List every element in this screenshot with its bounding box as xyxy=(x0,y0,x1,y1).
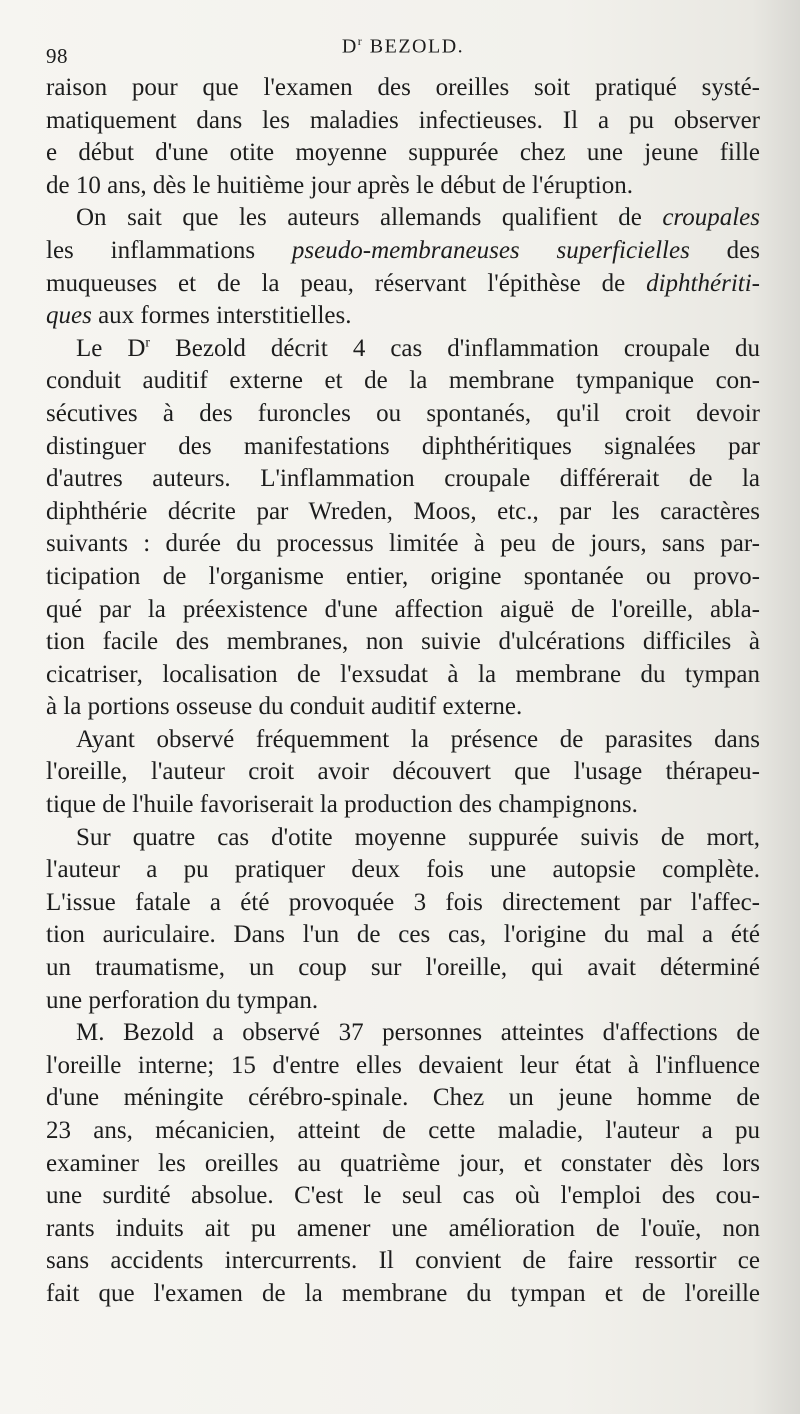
italic-run: croupales xyxy=(662,204,760,232)
text-line: l'oreille interne; 15 d'entre elles devaient leur état à l'influence xyxy=(46,1051,760,1079)
text-line: sécutives à des furoncles ou spontanés, qu'il croit devoir xyxy=(46,399,760,427)
page-header xyxy=(46,34,760,68)
text-line: une surdité absolue. C'est le seul cas où l'emploi des cou- xyxy=(46,1182,760,1210)
running-head-name: BEZOLD. xyxy=(369,35,465,58)
text-line: l'auteur a pu pratiquer deux fois une autopsie complète. xyxy=(46,856,760,884)
text-line xyxy=(46,333,760,366)
page-number: 98 xyxy=(46,44,68,68)
text-line: e début d'une otite moyenne suppurée chez une jeune fille xyxy=(46,139,760,167)
text-line: examiner les oreilles au quatrième jour, et constater dès lors xyxy=(46,1149,760,1177)
text-line: Sur quatre cas d'otite moyenne suppurée suivis de mort, xyxy=(76,823,760,851)
text-run: des xyxy=(726,236,760,264)
text-run: les inflammations xyxy=(46,236,256,264)
running-head-prefix: D xyxy=(341,35,358,58)
italic-run: ques xyxy=(46,302,92,330)
text-line xyxy=(46,300,760,333)
superscript: r xyxy=(145,335,151,351)
italic-run: pseudo-membraneuses superficielles xyxy=(291,236,690,264)
text-run: aux formes interstitielles. xyxy=(98,302,352,330)
text-run: muqueuses et de la peau, réservant l'épithèse de xyxy=(46,269,626,297)
text-line: conduit auditif externe et de la membrane tympanique con- xyxy=(46,367,760,395)
text-line: sans accidents intercurrents. Il convient de faire ressortir ce xyxy=(46,1247,760,1275)
text-line xyxy=(46,202,760,235)
text-line: cicatriser, localisation de l'exsudat à la membrane du tympan xyxy=(46,660,760,688)
text-run: Le D xyxy=(76,334,146,362)
text-run: On sait que les auteurs allemands qualifient de xyxy=(76,204,642,232)
running-head xyxy=(46,34,760,59)
text-line: matiquement dans les maladies infectieuses. Il a pu observer xyxy=(46,106,760,134)
text-line: qué par la préexistence d'une affection aiguë de l'oreille, abla- xyxy=(46,595,760,623)
text-line: M. Bezold a observé 37 personnes atteintes d'affections de xyxy=(76,1019,760,1047)
text-line: L'issue fatale a été provoquée 3 fois directement par l'affec- xyxy=(46,888,760,916)
text-run: Bezold décrit 4 cas d'inflammation croupale du xyxy=(175,334,760,362)
text-line: diphthérie décrite par Wreden, Moos, etc., par les caractères xyxy=(46,497,760,525)
text-line: d'autres auteurs. L'inflammation croupale différerait de la xyxy=(46,465,760,493)
text-line: tion facile des membranes, non suivie d'ulcérations difficiles à xyxy=(46,628,760,656)
running-head-superscript: r xyxy=(357,34,364,48)
text-line: d'une méningite cérébro-spinale. Chez un jeune homme de xyxy=(46,1084,760,1112)
italic-run: diphthériti- xyxy=(646,269,760,297)
text-line: 23 ans, mécanicien, atteint de cette maladie, l'auteur a pu xyxy=(46,1117,760,1144)
text-line: Ayant observé fréquemment la présence de parasites dans xyxy=(76,725,760,753)
text-line: une perforation du tympan. xyxy=(46,986,319,1014)
text-line: suivants : durée du processus limitée à peu de jours, sans par- xyxy=(46,530,760,558)
body-text xyxy=(46,72,760,1311)
text-line: fait que l'examen de la membrane du tympan et de l'oreille xyxy=(46,1279,760,1307)
text-line: ticipation de l'organisme entier, origine spontanée ou provo- xyxy=(46,562,760,590)
text-line: tique de l'huile favoriserait la production des champignons. xyxy=(46,791,638,819)
text-line: un traumatisme, un coup sur l'oreille, qui avait déterminé xyxy=(46,954,760,982)
text-line: de 10 ans, dès le huitième jour après le début de l'éruption. xyxy=(46,171,633,199)
text-line: à la portions osseuse du conduit auditif externe. xyxy=(46,693,523,721)
text-line: raison pour que l'examen des oreilles soit pratiqué systé- xyxy=(46,74,760,101)
text-line xyxy=(46,268,760,301)
text-line: rants induits ait pu amener une amélioration de l'ouïe, non xyxy=(46,1214,760,1242)
text-line: tion auriculaire. Dans l'un de ces cas, l'origine du mal a été xyxy=(46,921,760,949)
text-line xyxy=(46,235,760,268)
text-line: l'oreille, l'auteur croit avoir découvert que l'usage thérapeu- xyxy=(46,758,760,786)
text-line: distinguer des manifestations diphthéritiques signalées par xyxy=(46,432,760,460)
